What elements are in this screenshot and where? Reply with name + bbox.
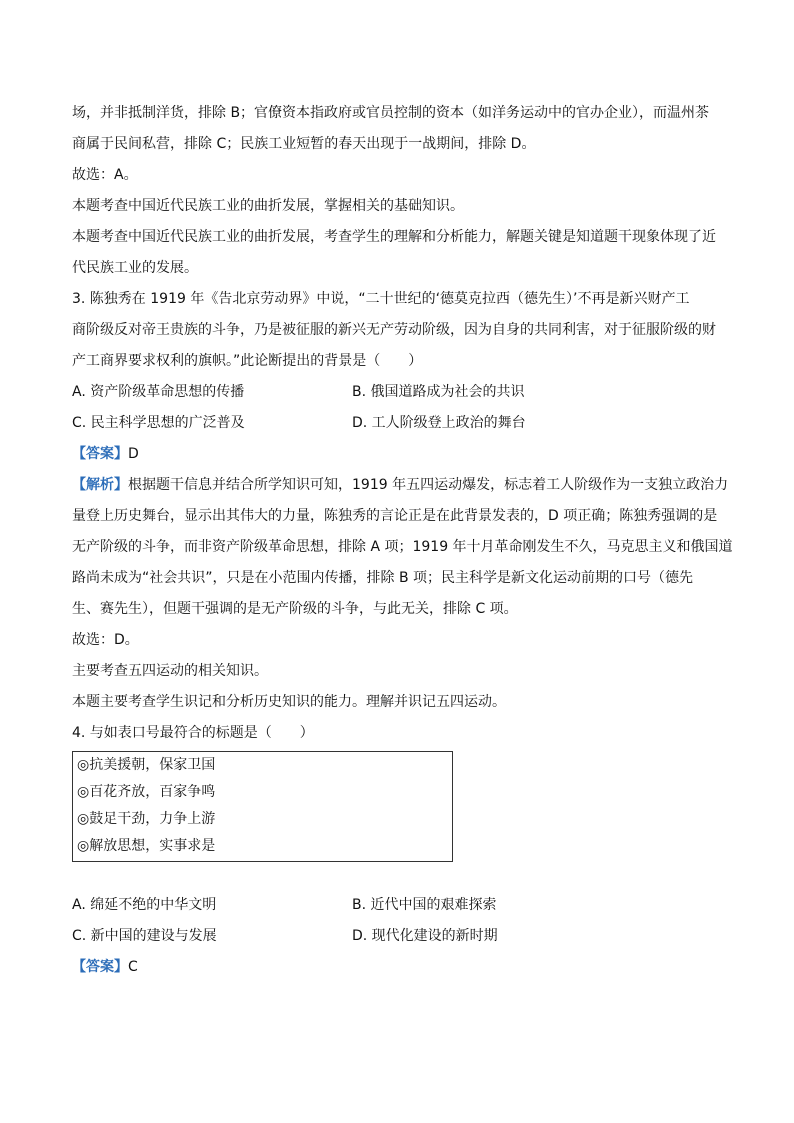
option-a: A. 资产阶级革命思想的传播 <box>72 384 245 400</box>
option-b: B. 俄国道路成为社会的共识 <box>352 384 525 400</box>
question-4 <box>72 718 722 983</box>
slogan-table <box>72 751 453 862</box>
answer-line <box>72 952 722 983</box>
slogan-item: ◎抗美援朝，保家卫国 <box>77 757 216 773</box>
option-row <box>72 377 722 408</box>
conclusion-line: 主要考查五四运动的相关知识。 <box>72 663 268 679</box>
analysis-line <box>72 470 729 501</box>
slogan-item: ◎解放思想，实事求是 <box>77 838 216 854</box>
option-c: C. 新中国的建设与发展 <box>72 928 217 944</box>
slogan-item: ◎鼓足干劲，力争上游 <box>77 811 216 827</box>
question-stem: 产工商界要求权利的旗帜。”此论断提出的背景是（ ） <box>72 353 423 369</box>
analysis-text: 根据题干信息并结合所学知识可知，1919 年五四运动爆发，标志着工人阶级作为一支独立政治力 <box>128 477 729 493</box>
text-line: 本题考查中国近代民族工业的曲折发展，考查学生的理解和分析能力，解题关键是知道题干现象体现了近 <box>72 229 716 245</box>
answer-tag: 【答案】 <box>72 959 128 975</box>
conclusion-line: 故选：D。 <box>72 632 139 648</box>
answer-tag: 【答案】 <box>72 446 128 462</box>
document-page <box>72 98 733 983</box>
option-row <box>72 890 722 921</box>
option-c: C. 民主科学思想的广泛普及 <box>72 415 245 431</box>
option-row <box>72 921 722 952</box>
answer-value: D <box>128 446 139 462</box>
option-b: B. 近代中国的艰难探索 <box>352 897 497 913</box>
analysis-text: 生、赛先生），但题干强调的是无产阶级的斗争，与此无关，排除 C 项。 <box>72 601 518 617</box>
text-line: 本题考查中国近代民族工业的曲折发展，掌握相关的基础知识。 <box>72 198 464 214</box>
spacer <box>72 862 722 890</box>
text-line: 场，并非抵制洋货，排除 B；官僚资本指政府或官员控制的资本（如洋务运动中的官办企业），而温州茶 <box>72 105 710 121</box>
option-d: D. 工人阶级登上政治的舞台 <box>352 415 526 431</box>
option-row <box>72 408 722 439</box>
analysis-text: 无产阶级的斗争，而非资产阶级革命思想，排除 A 项；1919 年十月革命刚发生不久，马克思主义和俄国道 <box>72 539 733 555</box>
slogan-item: ◎百花齐放，百家争鸣 <box>77 784 216 800</box>
question-3 <box>72 284 733 718</box>
analysis-text: 量登上历史舞台，显示出其伟大的力量，陈独秀的言论正是在此背景发表的，D 项正确；陈独秀强调的是 <box>72 508 718 524</box>
answer-line <box>72 439 722 470</box>
analysis-tag: 【解析】 <box>72 477 128 493</box>
analysis-text: 路尚未成为“社会共识”，只是在小范围内传播，排除 B 项；民主科学是新文化运动前期的口号（德先 <box>72 570 694 586</box>
conclusion-line: 本题主要考查学生识记和分析历史知识的能力。理解并识记五四运动。 <box>72 694 506 710</box>
question-stem: 4. 与如表口号最符合的标题是（ ） <box>72 725 314 741</box>
text-line: 代民族工业的发展。 <box>72 260 198 276</box>
text-line: 商属于民间私营，排除 C；民族工业短暂的春天出现于一战期间，排除 D。 <box>72 136 536 152</box>
answer-value: C <box>128 959 138 975</box>
text-line: 故选：A。 <box>72 167 138 183</box>
option-d: D. 现代化建设的新时期 <box>352 928 498 944</box>
question-stem: 3. 陈独秀在 1919 年《告北京劳动界》中说，“二十世纪的‘德莫克拉西（德先生）’不再是新兴财产工 <box>72 291 690 307</box>
question-stem: 商阶级反对帝王贵族的斗争，乃是被征服的新兴无产劳动阶级，因为自身的共同利害，对于征服阶级的财 <box>72 322 716 338</box>
option-a: A. 绵延不绝的中华文明 <box>72 897 217 913</box>
